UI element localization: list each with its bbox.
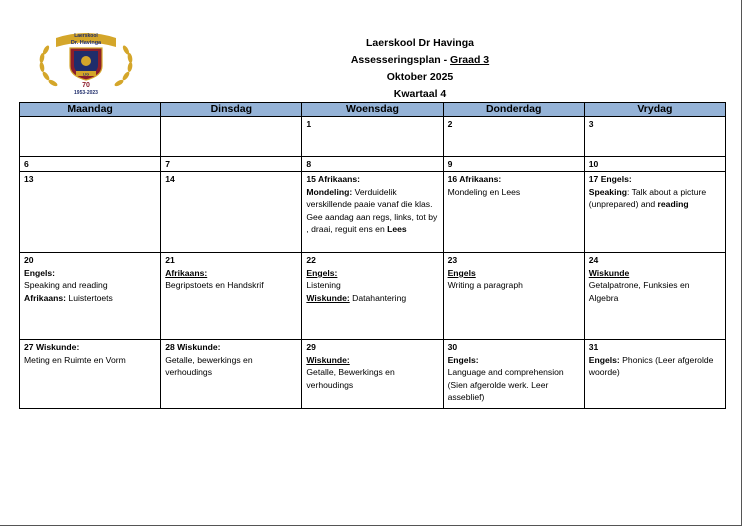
day-cell — [443, 157, 584, 172]
day-cell — [20, 157, 161, 172]
week-row-4 — [20, 253, 726, 340]
assessment-detail: : Talk about a picture (unprepared) and — [588, 186, 707, 210]
assessment-detail: Meting en Ruimte en Vorm — [24, 354, 126, 365]
assessment-heading: 15 Afrikaans: — [306, 174, 361, 185]
day-header-row — [20, 103, 726, 117]
assessment-detail: Verduidelik verskillende paaie vanaf die klas. Gee aandag aan regs, links, tot by , draai, reguit ens en — [306, 186, 438, 235]
document-header — [300, 35, 540, 103]
svg-text:1953-2023: 1953-2023 — [74, 90, 98, 96]
day-cell — [302, 157, 443, 172]
svg-text:Laerskool: Laerskool — [74, 33, 98, 39]
day-cell — [161, 172, 302, 253]
date-number: 3 — [588, 119, 594, 129]
assessment-detail: Listening — [306, 280, 341, 291]
subject-label: Engels: — [306, 267, 338, 278]
assessment-heading: 28 Wiskunde: — [165, 342, 221, 353]
school-logo — [32, 28, 140, 96]
plan-title — [300, 52, 540, 69]
assessment-detail: Writing a paragraph — [447, 280, 523, 291]
day-cell — [584, 172, 725, 253]
day-cell — [302, 253, 443, 340]
day-cell — [302, 172, 443, 253]
date-number: 9 — [447, 159, 453, 169]
svg-text:LIG: LIG — [83, 72, 89, 77]
day-cell — [443, 117, 584, 157]
assessment-detail-bold: reading — [657, 199, 689, 210]
day-cell — [20, 117, 161, 157]
assessment-type: Speaking — [588, 186, 627, 197]
assessment-detail: Getalle, bewerkings en verhoudings — [165, 354, 253, 378]
day-cell — [584, 117, 725, 157]
assessment-detail: Getalle, Bewerkings en verhoudings — [306, 367, 395, 390]
day-header: Woensdag — [302, 103, 443, 117]
date-number: 20 — [24, 255, 34, 266]
subject-label: Wiskunde — [588, 267, 630, 278]
day-header: Vrydag — [584, 103, 725, 117]
day-cell — [443, 253, 584, 340]
day-header: Donderdag — [443, 103, 584, 117]
day-cell — [20, 172, 161, 253]
day-cell — [161, 157, 302, 172]
date-number: 29 — [306, 342, 316, 353]
assessment-detail: Phonics (Leer afgerolde woorde) — [588, 354, 714, 378]
term-label: Kwartaal 4 — [393, 88, 447, 100]
day-cell — [443, 172, 584, 253]
assessment-detail: Mondeling en Lees — [447, 186, 521, 197]
date-number: 30 — [447, 342, 458, 353]
subject-label: Afrikaans: — [24, 292, 67, 303]
svg-text:70: 70 — [82, 82, 90, 89]
month-label: Oktober 2025 — [386, 71, 454, 83]
assessment-detail: Datahantering — [349, 292, 407, 303]
assessment-detail-bold: Lees — [387, 224, 407, 235]
date-number: 10 — [588, 159, 599, 169]
assessment-calendar — [19, 102, 726, 409]
date-number: 2 — [447, 119, 453, 129]
plan-label: Assesseringsplan - — [350, 54, 448, 66]
date-number: 23 — [447, 255, 458, 266]
day-cell — [584, 340, 725, 409]
subject-label: Afrikaans: — [165, 267, 208, 278]
date-number: 24 — [588, 255, 599, 266]
day-cell — [161, 253, 302, 340]
day-cell — [302, 340, 443, 409]
subject-label: Engels: — [447, 354, 479, 365]
subject-label: Engels: — [24, 267, 56, 278]
day-cell — [161, 340, 302, 409]
assessment-type: Mondeling: — [306, 186, 353, 197]
date-number: 1 — [306, 119, 312, 129]
date-number: 14 — [165, 174, 175, 185]
subject-label: Wiskunde: — [306, 354, 350, 365]
date-number: 21 — [165, 255, 175, 266]
day-cell — [302, 117, 443, 157]
day-header: Maandag — [20, 103, 161, 117]
assessment-detail: Getalpatrone, Funksies en Algebra — [588, 280, 690, 303]
date-number: 13 — [24, 174, 34, 185]
svg-text:Dr. Havinga: Dr. Havinga — [70, 40, 102, 46]
week-row-3 — [20, 172, 726, 253]
assessment-heading: 17 Engels: — [588, 174, 632, 185]
day-header: Dinsdag — [161, 103, 302, 117]
assessment-detail: Language and comprehension (Sien afgerolde werk. Leer asseblief) — [447, 367, 564, 403]
day-cell — [20, 340, 161, 409]
assessment-heading: 16 Afrikaans: — [447, 174, 502, 185]
date-number: 8 — [306, 159, 312, 169]
date-number: 22 — [306, 255, 316, 266]
assessment-detail: Luistertoets — [66, 292, 113, 303]
day-cell — [584, 253, 725, 340]
subject-label: Wiskunde: — [306, 292, 350, 303]
week-row-1 — [20, 117, 726, 157]
assessment-heading: 27 Wiskunde: — [24, 342, 80, 353]
grade-label: Graad 3 — [450, 54, 490, 66]
assessment-detail: Begripstoets en Handskrif — [165, 280, 264, 291]
day-cell — [20, 253, 161, 340]
week-row-2 — [20, 157, 726, 172]
day-cell — [584, 157, 725, 172]
subject-label: Engels — [447, 267, 476, 278]
assessment-detail: Speaking and reading — [24, 280, 108, 291]
date-number: 7 — [165, 159, 170, 169]
date-number: 31 — [588, 342, 599, 353]
date-number: 6 — [24, 159, 29, 169]
week-row-5 — [20, 340, 726, 409]
day-cell — [443, 340, 584, 409]
day-cell — [161, 117, 302, 157]
subject-label: Engels: — [588, 354, 620, 365]
school-name: Laerskool Dr Havinga — [366, 37, 474, 49]
